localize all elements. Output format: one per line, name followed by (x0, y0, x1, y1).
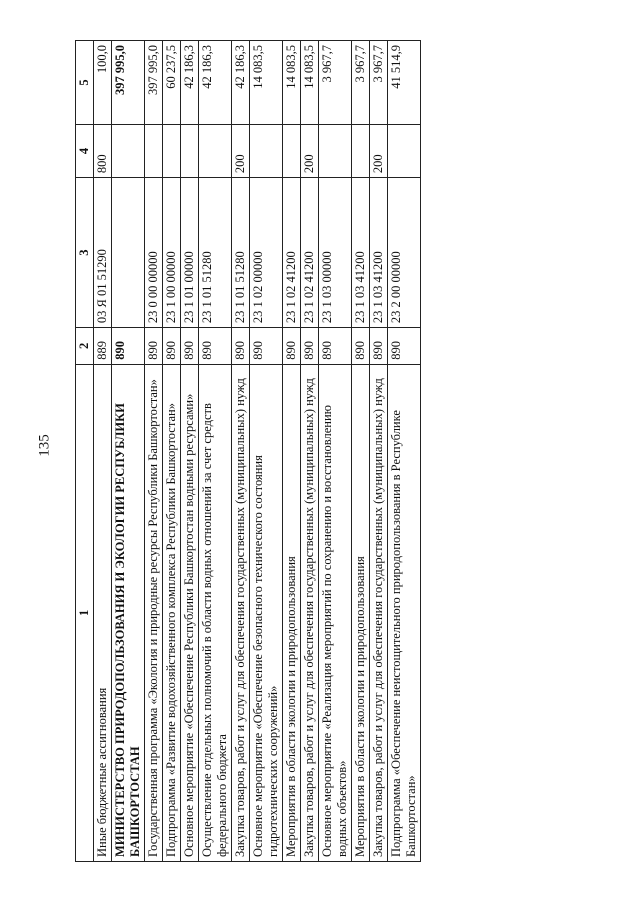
row-amount: 397 995,0 (145, 41, 163, 125)
row-expense-type (199, 124, 232, 177)
table-row (199, 41, 232, 862)
table-row (145, 41, 163, 862)
table-row (112, 41, 145, 862)
table-row (94, 41, 112, 862)
row-name: Закупка товаров, работ и услуг для обеспечения государственных (муниципальных) нужд (232, 364, 250, 861)
row-amount: 42 186,3 (181, 41, 199, 125)
row-code: 890 (283, 328, 301, 365)
row-code: 890 (163, 328, 181, 365)
row-target-code: 23 1 03 41200 (352, 178, 370, 328)
row-target-code: 23 1 02 41200 (301, 178, 319, 328)
table-row (370, 41, 388, 862)
table-row (319, 41, 352, 862)
row-amount: 14 083,5 (301, 41, 319, 125)
page-number: 135 (36, 434, 53, 457)
row-expense-type (388, 124, 421, 177)
row-target-code: 23 1 02 41200 (283, 178, 301, 328)
row-expense-type (145, 124, 163, 177)
row-expense-type (352, 124, 370, 177)
table-row (352, 41, 370, 862)
row-code: 890 (370, 328, 388, 365)
row-name: Государственная программа «Экология и природные ресурсы Республики Башкортостан» (145, 364, 163, 861)
row-amount: 100,0 (94, 41, 112, 125)
row-expense-type (319, 124, 352, 177)
row-code: 890 (250, 328, 283, 365)
row-name: Подпрограмма «Обеспечение неистощительного природопользования в Республике Башкортостан» (388, 364, 421, 861)
row-expense-type: 200 (370, 124, 388, 177)
row-name: Закупка товаров, работ и услуг для обеспечения государственных (муниципальных) нужд (370, 364, 388, 861)
table-row (163, 41, 181, 862)
table-row (301, 41, 319, 862)
budget-table-body (76, 41, 421, 862)
row-code: 890 (319, 328, 352, 365)
row-expense-type: 200 (232, 124, 250, 177)
row-name: Основное мероприятие «Обеспечение Республики Башкортостан водными ресурсами» (181, 364, 199, 861)
row-target-code: 23 1 03 00000 (319, 178, 352, 328)
row-expense-type (112, 124, 145, 177)
row-name: Мероприятия в области экологии и природопользования (283, 364, 301, 861)
rotated-page-content (75, 40, 575, 862)
row-name: Осуществление отдельных полномочий в области водных отношений за счет средств федерального бюджета (199, 364, 232, 861)
table-header-row (76, 41, 94, 862)
table-row (283, 41, 301, 862)
row-code: 890 (199, 328, 232, 365)
row-target-code: 23 1 03 41200 (370, 178, 388, 328)
column-header-3: 3 (76, 178, 94, 328)
row-expense-type: 800 (94, 124, 112, 177)
row-amount: 41 514,9 (388, 41, 421, 125)
row-amount: 42 186,3 (199, 41, 232, 125)
row-target-code: 23 1 01 51280 (199, 178, 232, 328)
row-target-code: 23 1 00 00000 (163, 178, 181, 328)
table-row (250, 41, 283, 862)
row-name: Основное мероприятие «Реализация мероприятий по сохранению и восстановлению водных объектов» (319, 364, 352, 861)
row-code: 890 (232, 328, 250, 365)
row-amount: 3 967,7 (319, 41, 352, 125)
row-code: 890 (145, 328, 163, 365)
row-code: 890 (388, 328, 421, 365)
column-header-4: 4 (76, 124, 94, 177)
row-code: 889 (94, 328, 112, 365)
row-name: Закупка товаров, работ и услуг для обеспечения государственных (муниципальных) нужд (301, 364, 319, 861)
row-name: Подпрограмма «Развитие водохозяйственного комплекса Республики Башкортостан» (163, 364, 181, 861)
column-header-5: 5 (76, 41, 94, 125)
column-header-1: 1 (76, 364, 94, 861)
row-expense-type (250, 124, 283, 177)
row-target-code: 03 Я 01 51290 (94, 178, 112, 328)
row-name: Иные бюджетные ассигнования (94, 364, 112, 861)
row-name: Основное мероприятие «Обеспечение безопасного технического состояния гидротехнических сооружений» (250, 364, 283, 861)
row-amount: 3 967,7 (370, 41, 388, 125)
table-row (388, 41, 421, 862)
budget-table (75, 40, 421, 862)
table-row (181, 41, 199, 862)
row-amount: 3 967,7 (352, 41, 370, 125)
row-amount: 14 083,5 (250, 41, 283, 125)
row-expense-type (181, 124, 199, 177)
row-expense-type (163, 124, 181, 177)
row-code: 890 (181, 328, 199, 365)
row-target-code: 23 1 01 51280 (232, 178, 250, 328)
row-amount: 397 995,0 (112, 41, 145, 125)
row-amount: 14 083,5 (283, 41, 301, 125)
row-name: МИНИСТЕРСТВО ПРИРОДОПОЛЬЗОВАНИЯ И ЭКОЛОГИИ РЕСПУБЛИКИ БАШКОРТОСТАН (112, 364, 145, 861)
table-row (232, 41, 250, 862)
row-name: Мероприятия в области экологии и природопользования (352, 364, 370, 861)
column-header-2: 2 (76, 328, 94, 365)
row-target-code (112, 178, 145, 328)
row-target-code: 23 1 02 00000 (250, 178, 283, 328)
row-code: 890 (112, 328, 145, 365)
row-target-code: 23 1 01 00000 (181, 178, 199, 328)
row-expense-type (283, 124, 301, 177)
row-code: 890 (352, 328, 370, 365)
row-target-code: 23 0 00 00000 (145, 178, 163, 328)
row-amount: 60 237,5 (163, 41, 181, 125)
row-expense-type: 200 (301, 124, 319, 177)
row-code: 890 (301, 328, 319, 365)
row-amount: 42 186,3 (232, 41, 250, 125)
row-target-code: 23 2 00 00000 (388, 178, 421, 328)
